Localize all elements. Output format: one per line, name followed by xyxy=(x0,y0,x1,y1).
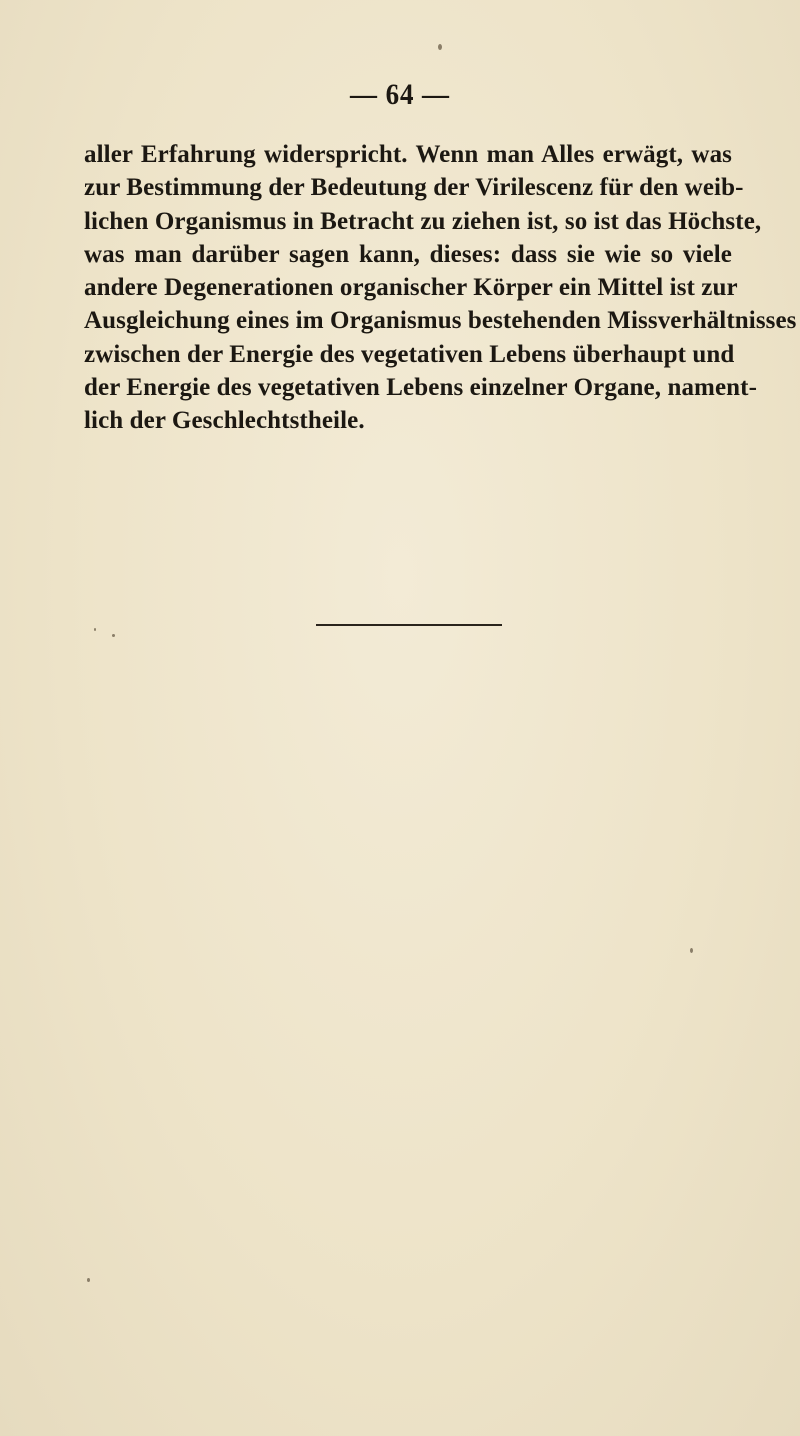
paper-speck xyxy=(438,44,442,50)
text-line: lichen Organismus in Betracht zu ziehen ist, so ist das Höchste, xyxy=(84,207,762,235)
text-line: der Energie des vegetativen Lebens einzelner Organe, nament- xyxy=(84,374,758,402)
paper-speck xyxy=(94,628,96,631)
paper-speck xyxy=(112,634,115,637)
page-number: — 64 — xyxy=(350,78,450,111)
text-line: aller Erfahrung widerspricht. Wenn man Alles erwägt, was xyxy=(84,141,732,168)
text-line: was man darüber sagen kann, dieses: dass sie wie so viele xyxy=(84,240,732,268)
text-line: lich der Geschlechtstheile. xyxy=(84,407,365,435)
body-paragraph xyxy=(84,138,797,438)
text-line: zur Bestimmung der Bedeutung der Virilescenz für den weib- xyxy=(84,174,744,202)
section-divider xyxy=(316,624,502,626)
text-line: Ausgleichung eines im Organismus bestehenden Missverhältnisses xyxy=(84,307,797,335)
paper-speck xyxy=(690,948,693,953)
text-line: zwischen der Energie des vegetativen Lebens überhaupt und xyxy=(84,340,735,368)
text-line: andere Degenerationen organischer Körper ein Mittel ist zur xyxy=(84,274,738,302)
paper-speck xyxy=(87,1278,90,1282)
